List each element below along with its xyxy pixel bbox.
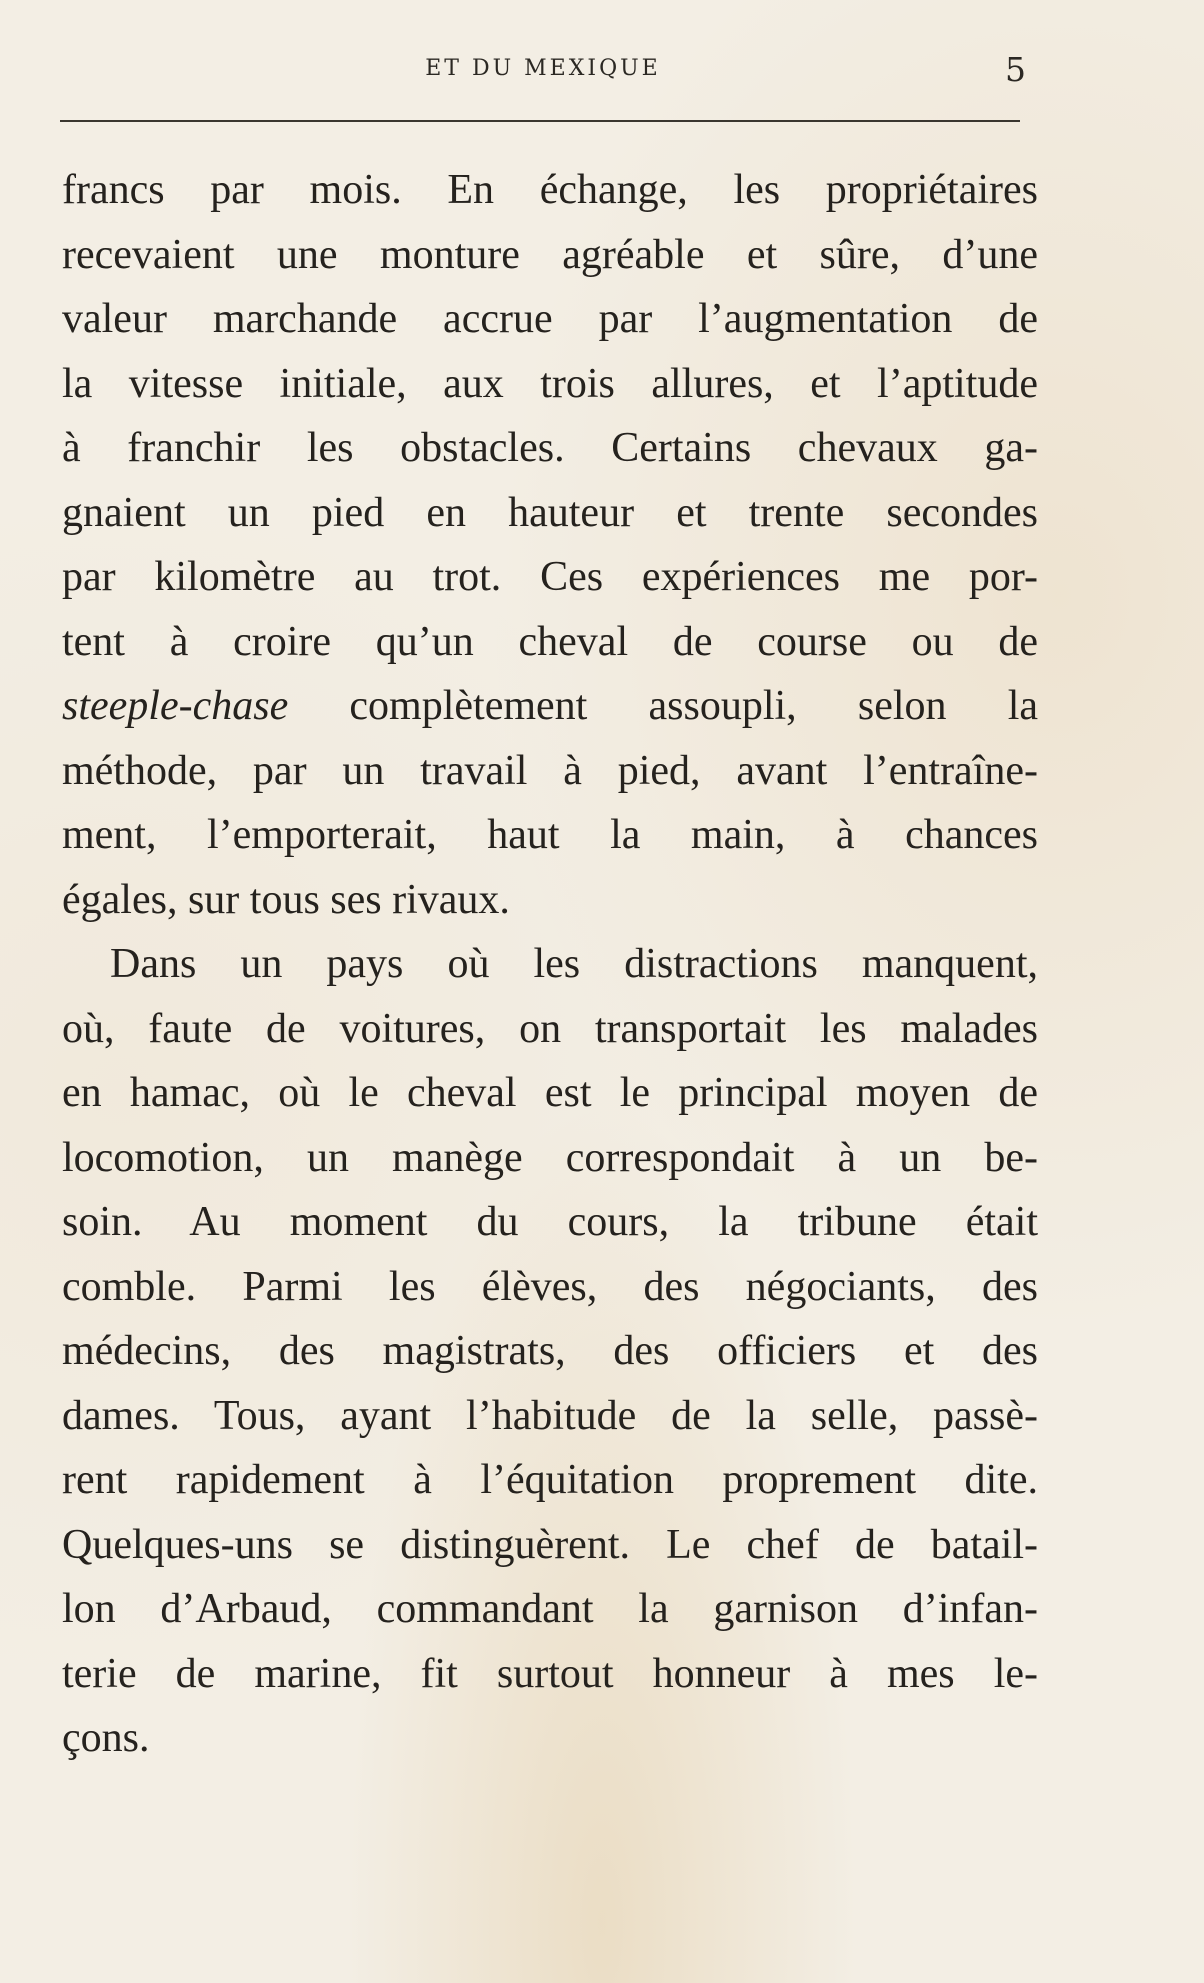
italic-term: steeple-chase (62, 683, 289, 729)
text-fragment: complètement assoupli, selon la (288, 683, 1038, 729)
text-line: méthode, par un travail à pied, avant l’entraîne- (62, 747, 1038, 794)
running-title: ET DU MEXIQUE (425, 56, 661, 81)
text-line: lon d’Arbaud, commandant la garnison d’infan- (62, 1586, 1038, 1632)
text-line: ment, l’emporterait, haut la main, à chances (62, 812, 1038, 858)
paragraph-1 (62, 158, 1038, 932)
text-line: çons. (62, 1715, 150, 1761)
header-rule (60, 120, 1020, 122)
text-line: la vitesse initiale, aux trois allures, et l’aptitude (62, 360, 1038, 407)
text-line: valeur marchande accrue par l’augmentation de (62, 296, 1038, 342)
text-line: égales, sur tous ses rivaux. (62, 876, 510, 923)
text-line: locomotion, un manège correspondait à un be- (62, 1134, 1038, 1181)
text-line: comble. Parmi les élèves, des négociants, des (62, 1263, 1038, 1310)
text-line: par kilomètre au trot. Ces expériences me por- (62, 554, 1038, 600)
text-line-with-italic (62, 674, 1038, 739)
text-line: Quelques-uns se distinguèrent. Le chef de batail- (62, 1521, 1038, 1568)
paragraph-2 (62, 932, 1038, 1771)
page-number: 5 (1005, 50, 1026, 89)
text-line: francs par mois. En échange, les propriétaires (62, 167, 1038, 213)
text-line: où, faute de voitures, on transportait les malades (62, 1005, 1038, 1052)
page-header (60, 50, 1026, 94)
text-line: à franchir les obstacles. Certains chevaux ga- (62, 425, 1038, 471)
text-line: soin. Au moment du cours, la tribune était (62, 1199, 1038, 1245)
text-line: tent à croire qu’un cheval de course ou de (62, 618, 1038, 665)
text-line: terie de marine, fit surtout honneur à mes le- (62, 1650, 1038, 1697)
text-line: gnaient un pied en hauteur et trente secondes (62, 489, 1038, 536)
text-line: médecins, des magistrats, des officiers et des (62, 1328, 1038, 1374)
text-line: Dans un pays où les distractions manquent, (110, 941, 1038, 987)
text-line: rent rapidement à l’équitation proprement dite. (62, 1457, 1038, 1503)
body-text (62, 158, 1038, 1771)
text-line: en hamac, où le cheval est le principal moyen de (62, 1070, 1038, 1116)
text-line: dames. Tous, ayant l’habitude de la selle, passè- (62, 1392, 1038, 1439)
text-line: recevaient une monture agréable et sûre, d’une (62, 231, 1038, 278)
